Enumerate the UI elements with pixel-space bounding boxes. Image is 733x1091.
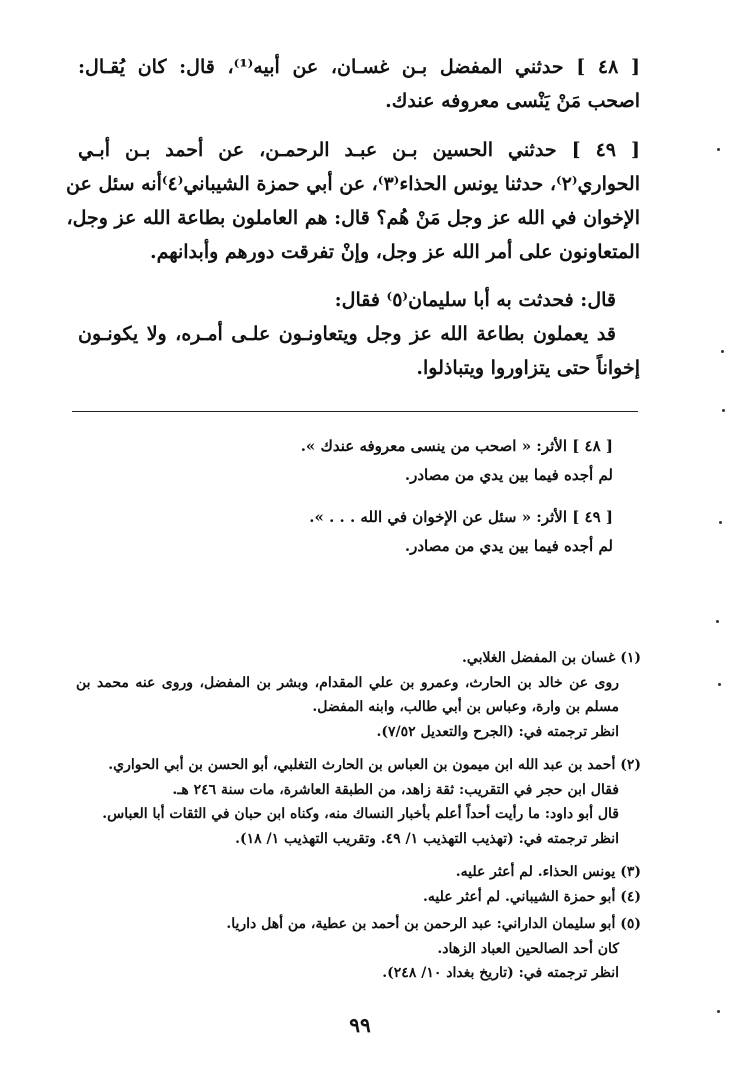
note-48-line-1: [ ٤٨ ] الأثر: « اصحب من ينسى معروفه عندك ». — [300, 437, 613, 455]
athar-49-continuation — [78, 283, 640, 385]
athar-49b-line-2: قد يعملون بطاعة الله عز وجل ويتعاونـون علـى أمـره، ولا يكونـون — [78, 323, 616, 345]
athar-48-line-2: اصحب مَنْ يَنْسى معروفه عندك. — [385, 90, 640, 112]
scan-speck — [717, 148, 720, 151]
athar-49-text — [66, 133, 640, 269]
athar-49-line-2: الحواري⁽٢⁾، حدثنا يونس الحذاء⁽٣⁾، عن أبي حمزة الشيباني⁽٤⁾أنه سئل عن — [66, 173, 640, 195]
athar-49-line-4: المتعاونون على أمر الله عز وجل، وإنْ تفرقت دورهم وأبدانهم. — [149, 241, 640, 263]
footnote-2-line-4: انظر ترجمته في: (تهذيب التهذيب ١/ ٤٩. وتقريب التهذيب ١/ ١٨). — [235, 830, 619, 847]
footnote-3-line-1: (٣) يونس الحذاء. لم أعثر عليه. — [455, 864, 641, 880]
athar-49-line-1: [ ٤٩ ] حدثني الحسين بـن عبـد الرحمـن، عن أحمد بـن أبـي — [78, 139, 640, 161]
scan-speck — [717, 1010, 720, 1013]
footnote-1 — [76, 646, 641, 744]
note-49 — [113, 503, 613, 561]
footnote-2-line-2: فقال ابن حجر في التقريب: ثقة زاهد، من الطبقة العاشرة، مات سنة ٢٤٦ هـ. — [172, 781, 619, 798]
scan-speck — [716, 620, 719, 623]
footnote-1-line-3: مسلم بن وارة، وعباس بن أبي طالب، وابنه المفضل. — [312, 699, 619, 715]
footnote-4 — [76, 885, 641, 910]
scan-speck — [719, 521, 722, 524]
footnote-2 — [76, 753, 641, 851]
note-48-line-2: لم أجده فيما بين يدي من مصادر. — [404, 466, 613, 484]
scan-speck — [722, 409, 725, 412]
footnote-5-line-1: (٥) أبو سليمان الداراني: عبد الرحمن بن أحمد بن عطية، من أهل داريا. — [226, 916, 641, 932]
athar-48-line-1: [ ٤٨ ] حدثني المفضل بـن غسـان، عن أبيه⁽¹⁾، قال: كان يُقـال: — [78, 56, 640, 78]
athar-48-text — [78, 50, 640, 118]
athar-49-line-3: الإخوان في الله عز وجل مَنْ هُم؟ قال: هم العاملون بطاعة الله عز وجل، — [66, 207, 640, 229]
footnote-5 — [76, 912, 641, 986]
footnote-5-line-2: كان أحد الصالحين العباد الزهاد. — [437, 940, 619, 957]
footnote-4-line-1: (٤) أبو حمزة الشيباني. لم أعثر عليه. — [422, 889, 641, 905]
footnote-2-line-1: (٢) أحمد بن عبد الله ابن ميمون بن العباس بن الحارث التغلبي، أبو الحسن بن أبي الحواري. — [108, 757, 641, 773]
scan-speck — [718, 683, 721, 686]
footnote-1-line-2: روى عن خالد بن الحارث، وعمرو بن علي المقدام، وبشر بن المفضل، وروى عنه محمد بن — [76, 674, 619, 691]
section-divider — [72, 411, 638, 412]
note-49-line-2: لم أجده فيما بين يدي من مصادر. — [404, 537, 613, 555]
footnote-1-line-1: (١) غسان بن المفضل الغلابي. — [462, 650, 641, 666]
note-49-line-1: [ ٤٩ ] الأثر: « سئل عن الإخوان في الله . . . ». — [309, 508, 613, 526]
note-48 — [113, 432, 613, 490]
athar-49b-line-1: قال: فحدثت به أبا سليمان⁽٥⁾ فقال: — [334, 289, 616, 311]
page-number: ٩٩ — [349, 1013, 371, 1037]
scan-speck — [721, 350, 724, 353]
footnote-2-line-3: قال أبو داود: ما رأيت أحداً أعلم بأخبار النساك منه، وكناه ابن حبان في الثقات أبا العباس. — [102, 806, 619, 822]
footnote-3 — [76, 860, 641, 885]
footnote-5-line-3: انظر ترجمته في: (تاريخ بغداد ١٠/ ٢٤٨). — [382, 965, 619, 981]
footnote-1-line-4: انظر ترجمته في: (الجرح والتعديل ٧/٥٢). — [376, 723, 619, 740]
athar-49b-line-3: إخواناً حتى يتزاوروا ويتباذلوا. — [416, 357, 640, 379]
